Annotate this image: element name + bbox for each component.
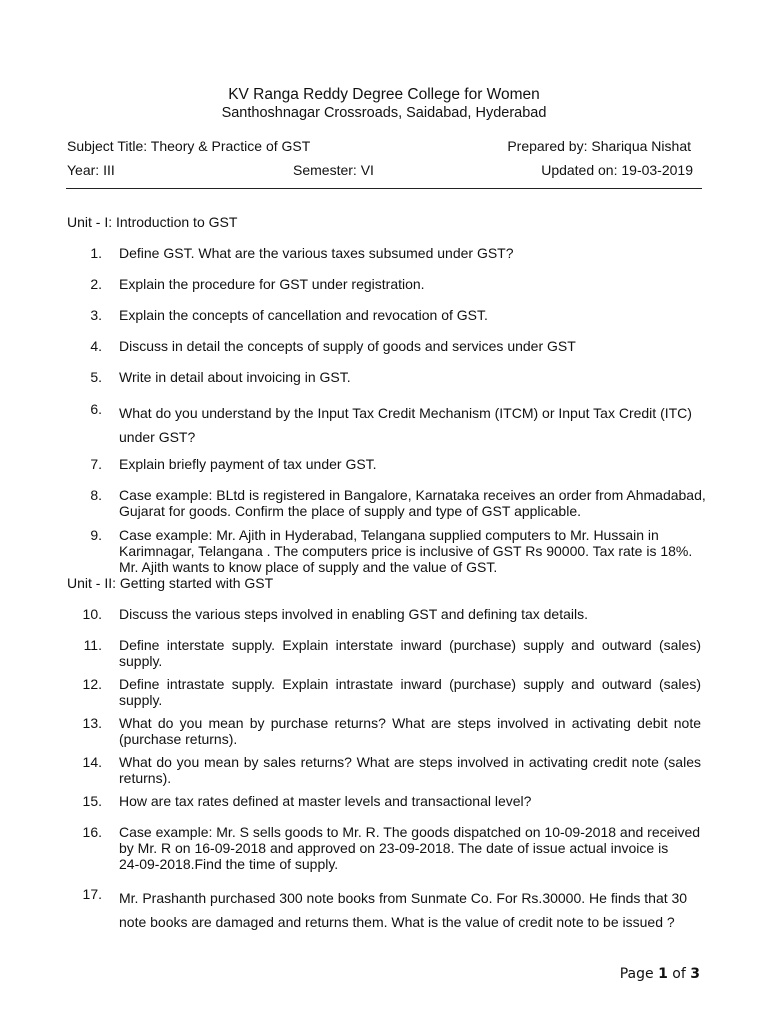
question-line: Karimnagar, Telangana . The computers price is inclusive of GST Rs 90000. Tax rate is 18%.	[119, 543, 693, 559]
question-line: Mr. Ajith wants to know place of supply and the value of GST.	[119, 559, 498, 575]
question-text	[119, 637, 701, 669]
question-line: What do you understand by the Input Tax Credit Mechanism (ITCM) or Input Tax Credit (ITC)	[119, 405, 692, 421]
question-number: 2.	[90, 276, 102, 292]
question-line: (purchase returns).	[119, 731, 238, 747]
question-number: 3.	[90, 307, 102, 323]
question-line: Define GST. What are the various taxes subsumed under GST?	[119, 245, 514, 261]
question-text	[119, 824, 701, 872]
question-text	[119, 793, 701, 809]
question-text	[119, 606, 701, 622]
question-line: Explain briefly payment of tax under GST.	[119, 456, 377, 472]
page-of-word: of	[672, 966, 686, 982]
prepared-by: Prepared by: Shariqua Nishat	[507, 138, 691, 154]
question-line: Discuss the various steps involved in enabling GST and defining tax details.	[119, 606, 589, 622]
question-line: Define intrastate supply. Explain intrastate inward (purchase) supply and outward (sales)	[119, 676, 701, 692]
question-number: 13.	[82, 715, 102, 731]
question-number: 1.	[90, 245, 102, 261]
question-text	[119, 527, 701, 575]
question-line: Mr. Prashanth purchased 300 note books from Sunmate Co. For Rs.30000. He finds that 30	[119, 890, 688, 906]
question-line: Case example: Mr. S sells goods to Mr. R. The goods dispatched on 10-09-2018 and received	[119, 824, 701, 840]
question-text	[119, 276, 701, 292]
question-number: 4.	[90, 338, 102, 354]
question-number: 6.	[90, 401, 102, 417]
question-line: What do you mean by sales returns? What are steps involved in activating credit note (sales	[119, 754, 701, 770]
question-text	[119, 715, 701, 747]
question-number: 11.	[83, 637, 102, 653]
question-number: 16.	[82, 824, 102, 840]
question-text	[119, 886, 701, 934]
question-line: Write in detail about invoicing in GST.	[119, 369, 351, 385]
question-line: How are tax rates defined at master levels and transactional level?	[119, 793, 532, 809]
question-text	[119, 456, 701, 472]
question-line: Explain the concepts of cancellation and revocation of GST.	[119, 307, 488, 323]
question-line: What do you mean by purchase returns? What are steps involved in activating debit note	[119, 715, 701, 731]
question-text	[119, 401, 701, 449]
page-footer	[620, 966, 700, 982]
unit-2-heading: Unit - II: Getting started with GST	[67, 575, 274, 591]
question-line: supply.	[119, 692, 163, 708]
page-word: Page	[619, 966, 654, 982]
question-number: 10.	[82, 606, 102, 622]
question-line: note books are damaged and returns them. What is the value of credit note to be issued ?	[119, 914, 675, 930]
question-text	[119, 307, 701, 323]
page-current: 1	[658, 966, 668, 982]
question-line: Explain the procedure for GST under registration.	[119, 276, 425, 292]
college-address: Santhoshnagar Crossroads, Saidabad, Hyderabad	[221, 105, 547, 121]
question-number: 5.	[90, 369, 102, 385]
question-number: 8.	[90, 487, 102, 503]
question-text	[119, 338, 701, 354]
question-text	[119, 245, 701, 261]
subject-title: Subject Title: Theory & Practice of GST	[67, 138, 311, 154]
question-text	[119, 369, 701, 385]
question-line: 24-09-2018.Find the time of supply.	[119, 856, 339, 872]
question-text	[119, 754, 701, 786]
updated-on: Updated on: 19-03-2019	[541, 162, 693, 178]
question-number: 14.	[82, 754, 102, 770]
page-total: 3	[690, 966, 700, 982]
question-number: 15.	[82, 793, 102, 809]
question-number: 9.	[90, 527, 102, 543]
question-line: supply.	[119, 653, 163, 669]
header-divider	[66, 188, 702, 189]
question-line: Define interstate supply. Explain interstate inward (purchase) supply and outward (sales)	[119, 637, 701, 653]
question-line: Discuss in detail the concepts of supply of goods and services under GST	[119, 338, 576, 354]
semester-label: Semester: VI	[293, 162, 374, 178]
question-line: Case example: BLtd is registered in Bangalore, Karnataka receives an order from Ahmadabad,	[119, 487, 706, 503]
question-line: Gujarat for goods. Confirm the place of supply and type of GST applicable.	[119, 503, 581, 519]
question-text	[119, 676, 701, 708]
question-line: by Mr. R on 16-09-2018 and approved on 23-09-2018. The date of issue actual invoice is	[119, 840, 669, 856]
year-label: Year: III	[67, 162, 115, 178]
question-line: Case example: Mr. Ajith in Hyderabad, Telangana supplied computers to Mr. Hussain in	[119, 527, 659, 543]
question-number: 17.	[82, 886, 102, 902]
question-text	[119, 487, 706, 519]
question-number: 7.	[90, 456, 102, 472]
question-line: under GST?	[119, 429, 196, 445]
question-line: returns).	[119, 770, 172, 786]
college-name: KV Ranga Reddy Degree College for Women	[228, 86, 540, 103]
question-number: 12.	[82, 676, 102, 692]
unit-1-heading: Unit - I: Introduction to GST	[67, 214, 238, 230]
